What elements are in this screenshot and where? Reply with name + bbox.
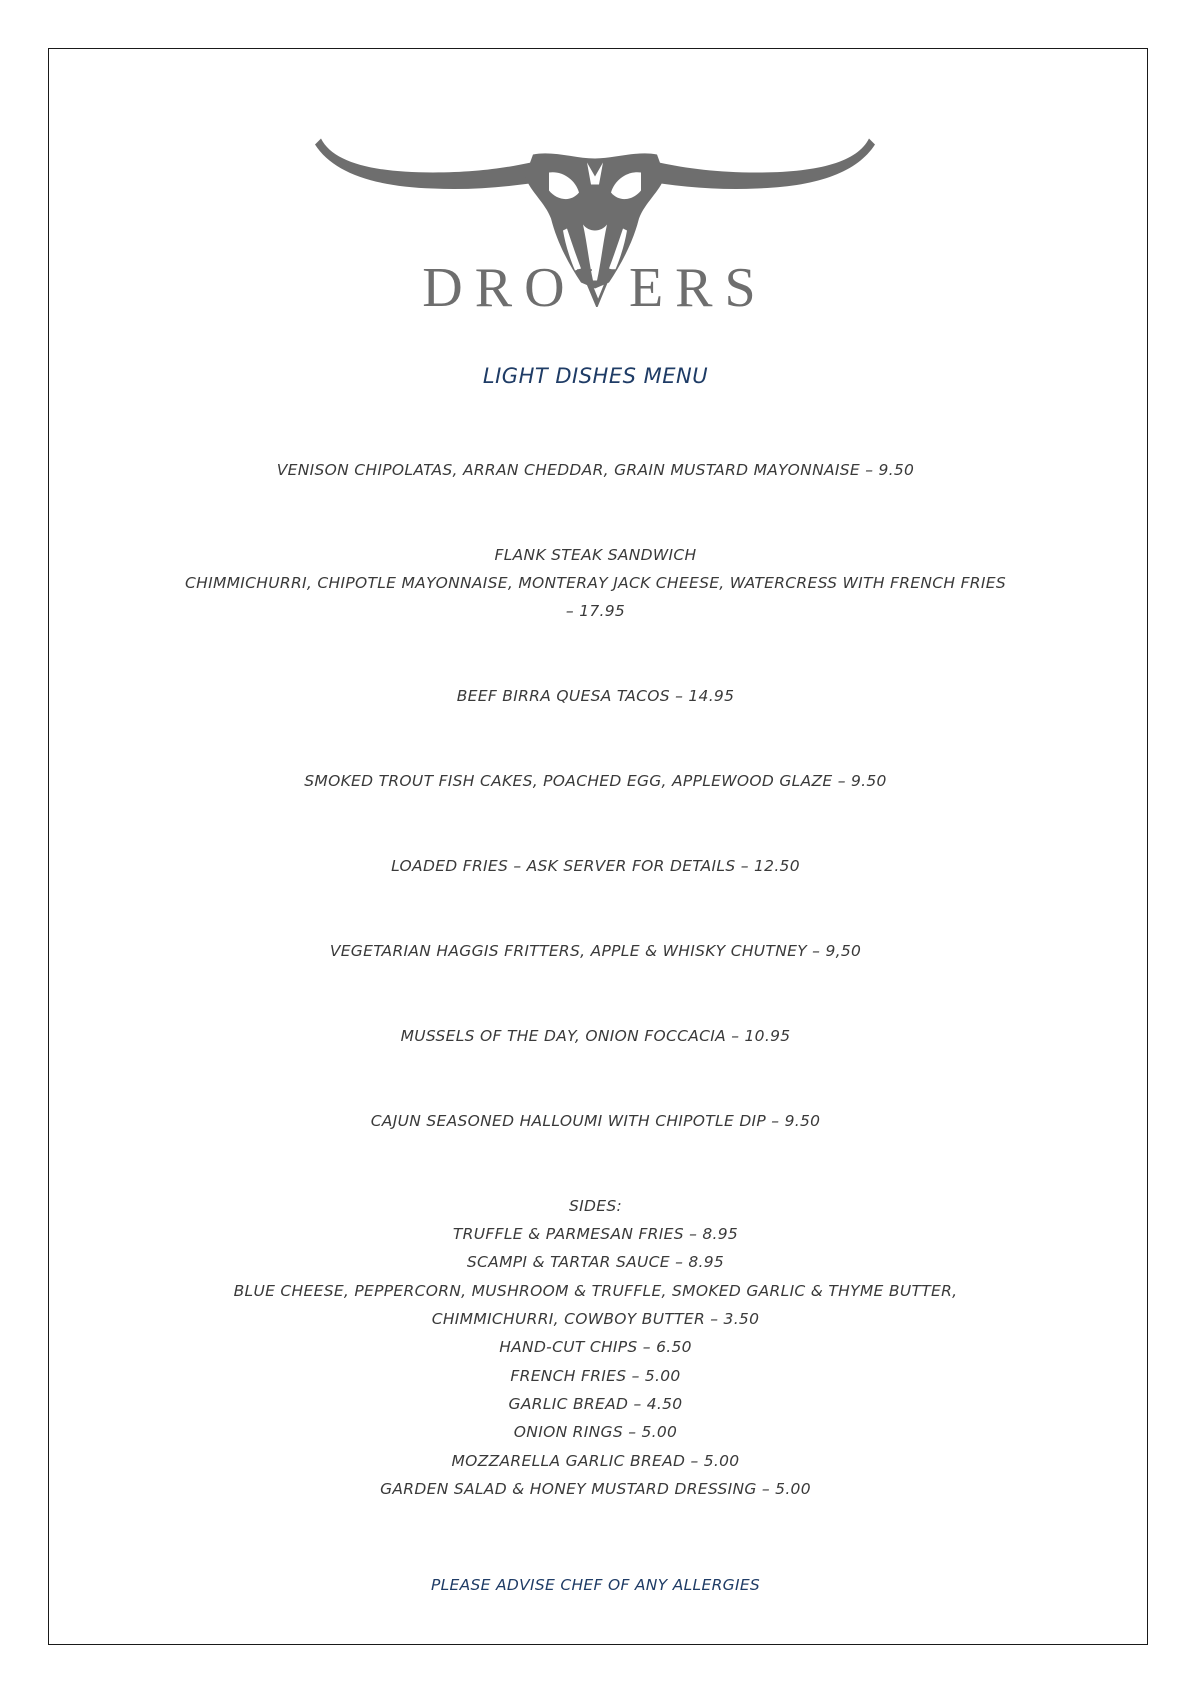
side-item: CHIMMICHURRI, COWBOY BUTTER – 3.50	[431, 1310, 760, 1328]
menu-item-title: FLANK STEAK SANDWICH	[494, 546, 697, 564]
menu-item-description: CHIMMICHURRI, CHIPOTLE MAYONNAISE, MONTERAY JACK CHEESE, WATERCRESS WITH FRENCH FRIES	[185, 574, 1006, 592]
menu-item: VENISON CHIPOLATAS, ARRAN CHEDDAR, GRAIN MUSTARD MAYONNAISE – 9.50	[276, 461, 915, 479]
menu-item: BEEF BIRRA QUESA TACOS – 14.95	[456, 687, 735, 705]
allergy-notice: PLEASE ADVISE CHEF OF ANY ALLERGIES	[430, 1576, 761, 1594]
menu-item: LOADED FRIES – ASK SERVER FOR DETAILS – 12.50	[391, 857, 800, 875]
menu-title: LIGHT DISHES MENU	[482, 364, 709, 388]
side-item: FRENCH FRIES – 5.00	[510, 1367, 681, 1385]
side-item: ONION RINGS – 5.00	[513, 1423, 678, 1441]
menu-item: CAJUN SEASONED HALLOUMI WITH CHIPOTLE DIP – 9.50	[370, 1112, 821, 1130]
side-item: MOZZARELLA GARLIC BREAD – 5.00	[451, 1452, 740, 1470]
side-item: GARDEN SALAD & HONEY MUSTARD DRESSING – 5.00	[380, 1480, 811, 1498]
drovers-logo	[313, 95, 877, 330]
side-item: TRUFFLE & PARMESAN FRIES – 8.95	[452, 1225, 739, 1243]
side-item: HAND-CUT CHIPS – 6.50	[499, 1338, 692, 1356]
side-item: GARLIC BREAD – 4.50	[508, 1395, 683, 1413]
logo-wordmark: DROVERS	[422, 257, 768, 319]
menu-item-price: – 17.95	[565, 602, 626, 620]
side-item: SCAMPI & TARTAR SAUCE – 8.95	[466, 1253, 725, 1271]
sides-heading: SIDES:	[569, 1197, 622, 1215]
menu-item: VEGETARIAN HAGGIS FRITTERS, APPLE & WHISKY CHUTNEY – 9,50	[329, 942, 862, 960]
menu-item: SMOKED TROUT FISH CAKES, POACHED EGG, APPLEWOOD GLAZE – 9.50	[304, 772, 887, 790]
menu-item: MUSSELS OF THE DAY, ONION FOCCACIA – 10.95	[400, 1027, 791, 1045]
side-item: BLUE CHEESE, PEPPERCORN, MUSHROOM & TRUFFLE, SMOKED GARLIC & THYME BUTTER,	[233, 1282, 958, 1300]
